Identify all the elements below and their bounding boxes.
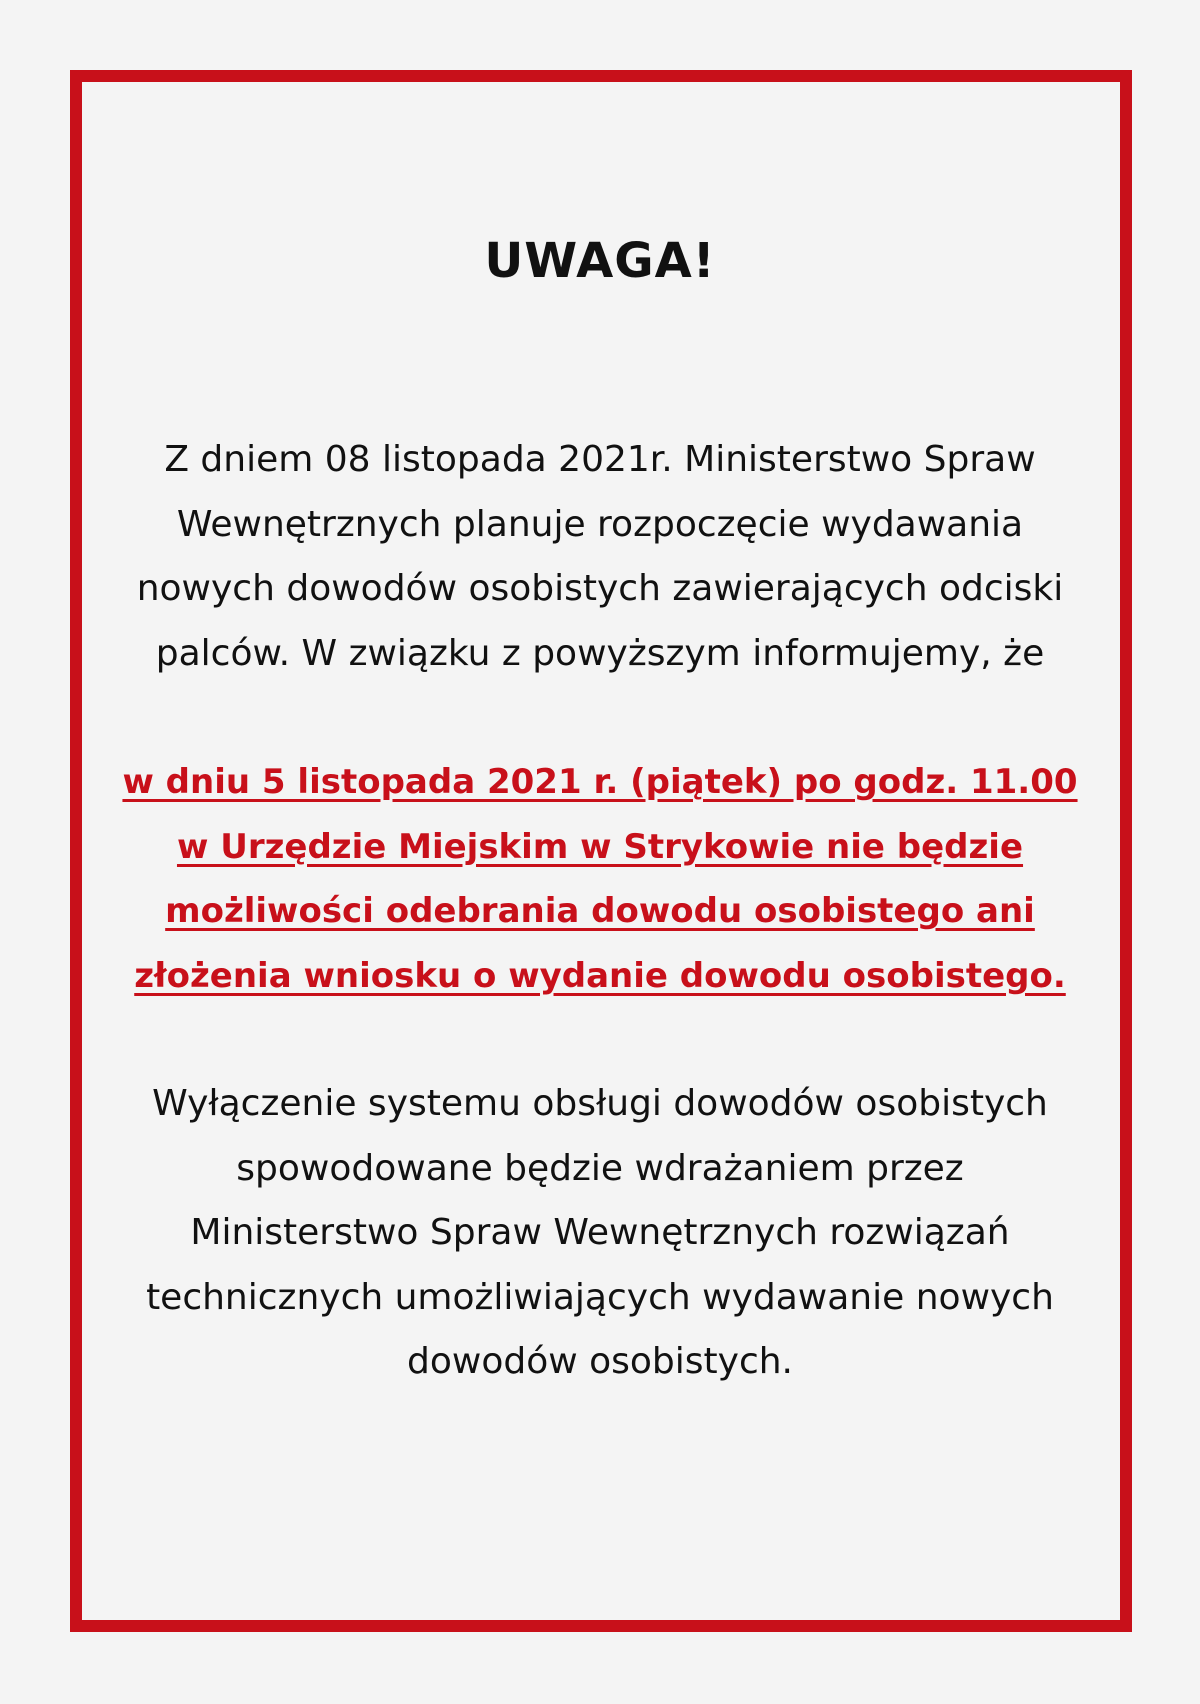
intro-line: nowych dowodów osobistych zawierających odciski	[136, 568, 1064, 609]
reason-line: dowodów osobistych.	[407, 1341, 793, 1382]
notice-line: złożenia wniosku o wydanie dowodu osobistego.	[134, 955, 1066, 996]
notice-line: w dniu 5 listopada 2021 r. (piątek) po godz. 11.00	[122, 762, 1078, 802]
reason-line: technicznych umożliwiających wydawanie nowych	[146, 1276, 1054, 1318]
notice-line: w Urzędzie Miejskim w Strykowie nie będzie	[176, 826, 1024, 867]
intro-line: Z dniem 08 listopada 2021r. Ministerstwo Spraw	[164, 439, 1036, 480]
reason-line: Ministerstwo Spraw Wewnętrznych rozwiązań	[190, 1212, 1010, 1253]
reason-line: Wyłączenie systemu obsługi dowodów osobistych	[152, 1083, 1048, 1124]
reason-paragraph	[110, 1072, 1090, 1395]
intro-line: Wewnętrznych planuje rozpoczęcie wydawania	[176, 503, 1024, 545]
closure-notice-paragraph	[110, 750, 1090, 1008]
intro-paragraph	[110, 428, 1090, 686]
notice-line: możliwości odebrania dowodu osobistego ani	[165, 891, 1035, 931]
reason-line: spowodowane będzie wdrażaniem przez	[236, 1147, 964, 1189]
notice-title: UWAGA!	[484, 233, 716, 289]
intro-line: palców. W związku z powyższym informujemy, że	[155, 632, 1045, 674]
